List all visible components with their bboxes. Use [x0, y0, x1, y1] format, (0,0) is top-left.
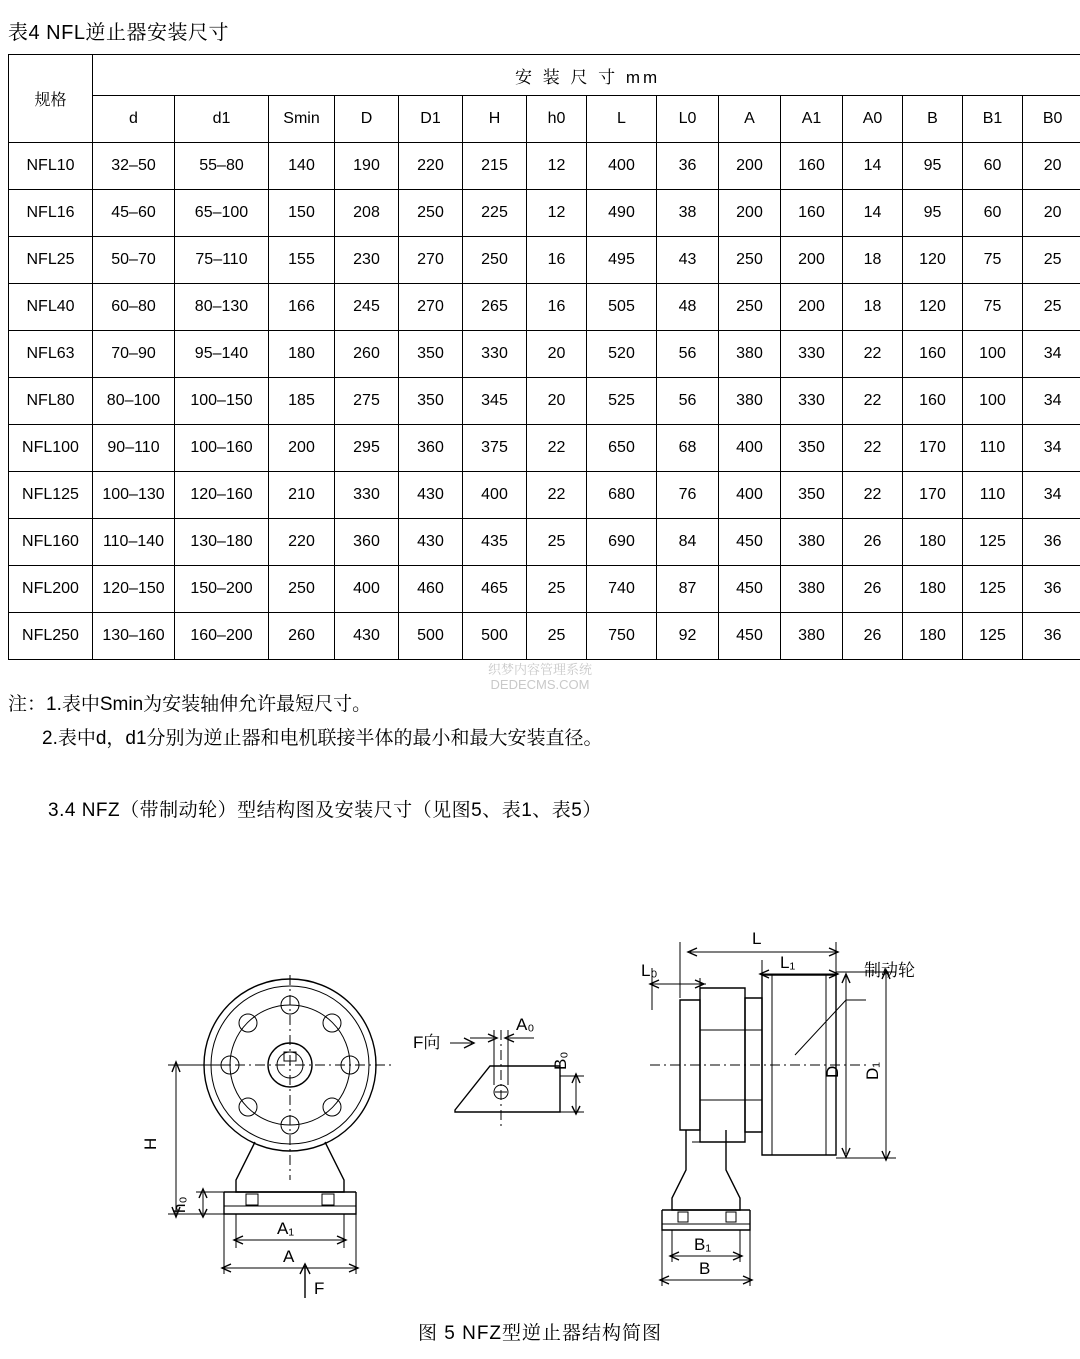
cell-B1: 75: [963, 284, 1023, 331]
cell-h0: 22: [527, 425, 587, 472]
cell-Smin: 200: [269, 425, 335, 472]
cell-A0: 14: [843, 143, 903, 190]
cell-B: 160: [903, 378, 963, 425]
cell-A1: 380: [781, 566, 843, 613]
figure-caption: 图 5 NFZ型逆止器结构简图: [417, 1323, 663, 1344]
cell-A0: 18: [843, 284, 903, 331]
cell-L: 680: [587, 472, 657, 519]
cell-B: 95: [903, 143, 963, 190]
cell-D1: 220: [399, 143, 463, 190]
cell-d: 45–60: [93, 190, 175, 237]
header-spec: 规格: [9, 55, 93, 143]
cell-B0: 34: [1023, 331, 1080, 378]
cell-B0: 36: [1023, 566, 1080, 613]
cell-A0: 22: [843, 378, 903, 425]
cell-h0: 22: [527, 472, 587, 519]
note-line-2: 2.表中d，d1分别为逆止器和电机联接半体的最小和最大安装直径。: [42, 728, 603, 749]
header-col-d1: d1: [175, 96, 269, 143]
cell-spec: NFL25: [9, 237, 93, 284]
cell-B1: 125: [963, 519, 1023, 566]
table-row: [9, 472, 1080, 519]
cell-H: 400: [463, 472, 527, 519]
cell-D1: 350: [399, 378, 463, 425]
cell-L0: 48: [657, 284, 719, 331]
cell-L: 490: [587, 190, 657, 237]
cell-A1: 200: [781, 284, 843, 331]
cell-A: 250: [719, 284, 781, 331]
cell-h0: 12: [527, 143, 587, 190]
cell-d: 130–160: [93, 613, 175, 660]
svg-text:B₀: B₀: [551, 1051, 570, 1070]
cell-B1: 125: [963, 566, 1023, 613]
header-col-A0: A0: [843, 96, 903, 143]
note-line-1: 注：1.表中Smin为安装轴伸允许最短尺寸。: [8, 694, 372, 715]
svg-text:A₀: A₀: [516, 1015, 535, 1034]
table-caption: 表4 NFL逆止器安装尺寸: [8, 22, 229, 44]
cell-B0: 36: [1023, 519, 1080, 566]
cell-L: 650: [587, 425, 657, 472]
cell-spec: NFL100: [9, 425, 93, 472]
svg-text:A: A: [283, 1247, 295, 1266]
cell-d1: 80–130: [175, 284, 269, 331]
cell-D: 190: [335, 143, 399, 190]
cell-B0: 20: [1023, 143, 1080, 190]
cell-A: 450: [719, 613, 781, 660]
svg-text:h₀: h₀: [170, 1196, 189, 1213]
cell-L: 520: [587, 331, 657, 378]
svg-text:B: B: [699, 1259, 711, 1278]
cell-h0: 16: [527, 284, 587, 331]
cell-h0: 25: [527, 566, 587, 613]
cell-B: 120: [903, 284, 963, 331]
cell-Smin: 220: [269, 519, 335, 566]
cell-L: 690: [587, 519, 657, 566]
table-row: [9, 331, 1080, 378]
cell-A1: 160: [781, 190, 843, 237]
header-col-d: d: [93, 96, 175, 143]
cell-A0: 26: [843, 566, 903, 613]
cell-D: 430: [335, 613, 399, 660]
cell-d: 80–100: [93, 378, 175, 425]
cell-L0: 36: [657, 143, 719, 190]
cell-B1: 100: [963, 378, 1023, 425]
cell-spec: NFL63: [9, 331, 93, 378]
svg-text:L₁: L₁: [780, 953, 796, 972]
cell-B0: 34: [1023, 378, 1080, 425]
cell-Smin: 180: [269, 331, 335, 378]
cell-spec: NFL10: [9, 143, 93, 190]
cell-H: 500: [463, 613, 527, 660]
cell-L0: 92: [657, 613, 719, 660]
cell-A: 400: [719, 425, 781, 472]
cell-A: 200: [719, 143, 781, 190]
cell-Smin: 166: [269, 284, 335, 331]
cell-A0: 18: [843, 237, 903, 284]
cell-H: 225: [463, 190, 527, 237]
svg-text:L: L: [752, 929, 762, 948]
cell-B1: 110: [963, 425, 1023, 472]
cell-A: 450: [719, 566, 781, 613]
cell-h0: 20: [527, 331, 587, 378]
cell-H: 345: [463, 378, 527, 425]
header-col-B0: B0: [1023, 96, 1080, 143]
table-row: [9, 425, 1080, 472]
table-row: [9, 378, 1080, 425]
cell-L: 495: [587, 237, 657, 284]
header-col-B: B: [903, 96, 963, 143]
table-row: [9, 237, 1080, 284]
cell-D: 360: [335, 519, 399, 566]
cell-B0: 25: [1023, 237, 1080, 284]
table-row: [9, 190, 1080, 237]
cell-spec: NFL80: [9, 378, 93, 425]
cell-spec: NFL16: [9, 190, 93, 237]
cell-L: 505: [587, 284, 657, 331]
cell-h0: 16: [527, 237, 587, 284]
watermark-line1: 织梦内容管理系统: [487, 662, 592, 677]
cell-d: 110–140: [93, 519, 175, 566]
cell-B: 95: [903, 190, 963, 237]
svg-text:D: D: [823, 1065, 842, 1078]
header-col-h0: h0: [527, 96, 587, 143]
svg-text:F: F: [314, 1279, 325, 1298]
cell-d1: 100–150: [175, 378, 269, 425]
cell-D: 208: [335, 190, 399, 237]
cell-B1: 60: [963, 143, 1023, 190]
cell-B: 170: [903, 472, 963, 519]
cell-B1: 110: [963, 472, 1023, 519]
cell-A0: 14: [843, 190, 903, 237]
cell-H: 375: [463, 425, 527, 472]
cell-h0: 12: [527, 190, 587, 237]
cell-B1: 60: [963, 190, 1023, 237]
svg-text:B₁: B₁: [694, 1235, 712, 1254]
cell-A0: 26: [843, 613, 903, 660]
cell-D: 295: [335, 425, 399, 472]
table-row: [9, 566, 1080, 613]
cell-Smin: 250: [269, 566, 335, 613]
cell-A1: 380: [781, 519, 843, 566]
cell-B0: 36: [1023, 613, 1080, 660]
cell-L: 400: [587, 143, 657, 190]
cell-A: 450: [719, 519, 781, 566]
cell-H: 465: [463, 566, 527, 613]
cell-D1: 360: [399, 425, 463, 472]
cell-B0: 34: [1023, 425, 1080, 472]
cell-D: 330: [335, 472, 399, 519]
cell-D1: 350: [399, 331, 463, 378]
cell-d: 60–80: [93, 284, 175, 331]
cell-L: 740: [587, 566, 657, 613]
cell-d: 50–70: [93, 237, 175, 284]
cell-H: 435: [463, 519, 527, 566]
cell-B0: 25: [1023, 284, 1080, 331]
table-row: [9, 284, 1080, 331]
cell-B1: 100: [963, 331, 1023, 378]
table-row: [9, 613, 1080, 660]
cell-B: 180: [903, 613, 963, 660]
cell-L0: 38: [657, 190, 719, 237]
cell-d1: 130–180: [175, 519, 269, 566]
cell-L: 750: [587, 613, 657, 660]
header-col-D: D: [335, 96, 399, 143]
cell-Smin: 140: [269, 143, 335, 190]
cell-spec: NFL40: [9, 284, 93, 331]
header-col-L: L: [587, 96, 657, 143]
header-group: 安 装 尺 寸 mm: [93, 55, 1080, 96]
cell-B: 170: [903, 425, 963, 472]
cell-D1: 270: [399, 284, 463, 331]
cell-H: 265: [463, 284, 527, 331]
cell-A: 400: [719, 472, 781, 519]
cell-A0: 22: [843, 472, 903, 519]
cell-B: 180: [903, 519, 963, 566]
cell-d: 90–110: [93, 425, 175, 472]
cell-d: 120–150: [93, 566, 175, 613]
cell-spec: NFL200: [9, 566, 93, 613]
cell-H: 330: [463, 331, 527, 378]
table-header-row: [9, 55, 1080, 96]
cell-Smin: 185: [269, 378, 335, 425]
cell-B: 120: [903, 237, 963, 284]
header-col-smin: Smin: [269, 96, 335, 143]
section-title: 3.4 NFZ（带制动轮）型结构图及安装尺寸（见图5、表1、表5）: [48, 800, 602, 821]
cell-L0: 43: [657, 237, 719, 284]
cell-d1: 55–80: [175, 143, 269, 190]
cell-A0: 22: [843, 425, 903, 472]
cell-d1: 150–200: [175, 566, 269, 613]
cell-D1: 430: [399, 519, 463, 566]
cell-A1: 160: [781, 143, 843, 190]
cell-spec: NFL250: [9, 613, 93, 660]
header-col-H: H: [463, 96, 527, 143]
cell-B0: 20: [1023, 190, 1080, 237]
cell-B0: 34: [1023, 472, 1080, 519]
cell-d1: 75–110: [175, 237, 269, 284]
cell-h0: 25: [527, 519, 587, 566]
cell-B: 160: [903, 331, 963, 378]
cell-A1: 330: [781, 331, 843, 378]
cell-H: 215: [463, 143, 527, 190]
cell-A: 200: [719, 190, 781, 237]
table-row: [9, 519, 1080, 566]
svg-text:L₀: L₀: [641, 961, 658, 980]
cell-D: 230: [335, 237, 399, 284]
header-col-B1: B1: [963, 96, 1023, 143]
header-col-A1: A1: [781, 96, 843, 143]
cell-L0: 56: [657, 378, 719, 425]
cell-L0: 84: [657, 519, 719, 566]
cell-D1: 270: [399, 237, 463, 284]
svg-text:F向: F向: [413, 1033, 441, 1052]
cell-A1: 380: [781, 613, 843, 660]
cell-h0: 25: [527, 613, 587, 660]
cell-Smin: 210: [269, 472, 335, 519]
svg-text:A₁: A₁: [277, 1219, 295, 1238]
cell-A: 380: [719, 378, 781, 425]
cell-L0: 76: [657, 472, 719, 519]
cell-D: 245: [335, 284, 399, 331]
cell-Smin: 150: [269, 190, 335, 237]
cell-d1: 160–200: [175, 613, 269, 660]
cell-d1: 95–140: [175, 331, 269, 378]
cell-A0: 22: [843, 331, 903, 378]
cell-D1: 460: [399, 566, 463, 613]
header-col-L0: L0: [657, 96, 719, 143]
cell-A1: 350: [781, 425, 843, 472]
watermark-line2: DEDECMS.COM: [490, 677, 590, 692]
cell-D: 400: [335, 566, 399, 613]
figure-nfz-structure: [0, 880, 1080, 1300]
cell-h0: 20: [527, 378, 587, 425]
cell-A1: 350: [781, 472, 843, 519]
cell-A0: 26: [843, 519, 903, 566]
cell-spec: NFL125: [9, 472, 93, 519]
svg-text:D₁: D₁: [863, 1061, 882, 1080]
cell-Smin: 260: [269, 613, 335, 660]
cell-D1: 500: [399, 613, 463, 660]
cell-L0: 68: [657, 425, 719, 472]
cell-d1: 100–160: [175, 425, 269, 472]
cell-H: 250: [463, 237, 527, 284]
cell-A1: 200: [781, 237, 843, 284]
cell-Smin: 155: [269, 237, 335, 284]
cell-spec: NFL160: [9, 519, 93, 566]
table-notes: [8, 688, 603, 756]
cell-D1: 430: [399, 472, 463, 519]
nfl-dimension-table: [8, 54, 1080, 660]
cell-D1: 250: [399, 190, 463, 237]
cell-D: 275: [335, 378, 399, 425]
header-col-A: A: [719, 96, 781, 143]
cell-d: 70–90: [93, 331, 175, 378]
cell-d: 100–130: [93, 472, 175, 519]
cell-d1: 120–160: [175, 472, 269, 519]
cell-L0: 56: [657, 331, 719, 378]
cell-B1: 75: [963, 237, 1023, 284]
cell-L: 525: [587, 378, 657, 425]
cell-A: 380: [719, 331, 781, 378]
cell-L0: 87: [657, 566, 719, 613]
header-col-D1: D1: [399, 96, 463, 143]
cell-D: 260: [335, 331, 399, 378]
cell-d1: 65–100: [175, 190, 269, 237]
cell-B1: 125: [963, 613, 1023, 660]
svg-text:制动轮: 制动轮: [864, 961, 915, 980]
cell-d: 32–50: [93, 143, 175, 190]
table-row: [9, 143, 1080, 190]
cell-A1: 330: [781, 378, 843, 425]
svg-text:H: H: [141, 1137, 160, 1150]
cell-B: 180: [903, 566, 963, 613]
table-subheader-row: [9, 96, 1080, 143]
cell-A: 250: [719, 237, 781, 284]
